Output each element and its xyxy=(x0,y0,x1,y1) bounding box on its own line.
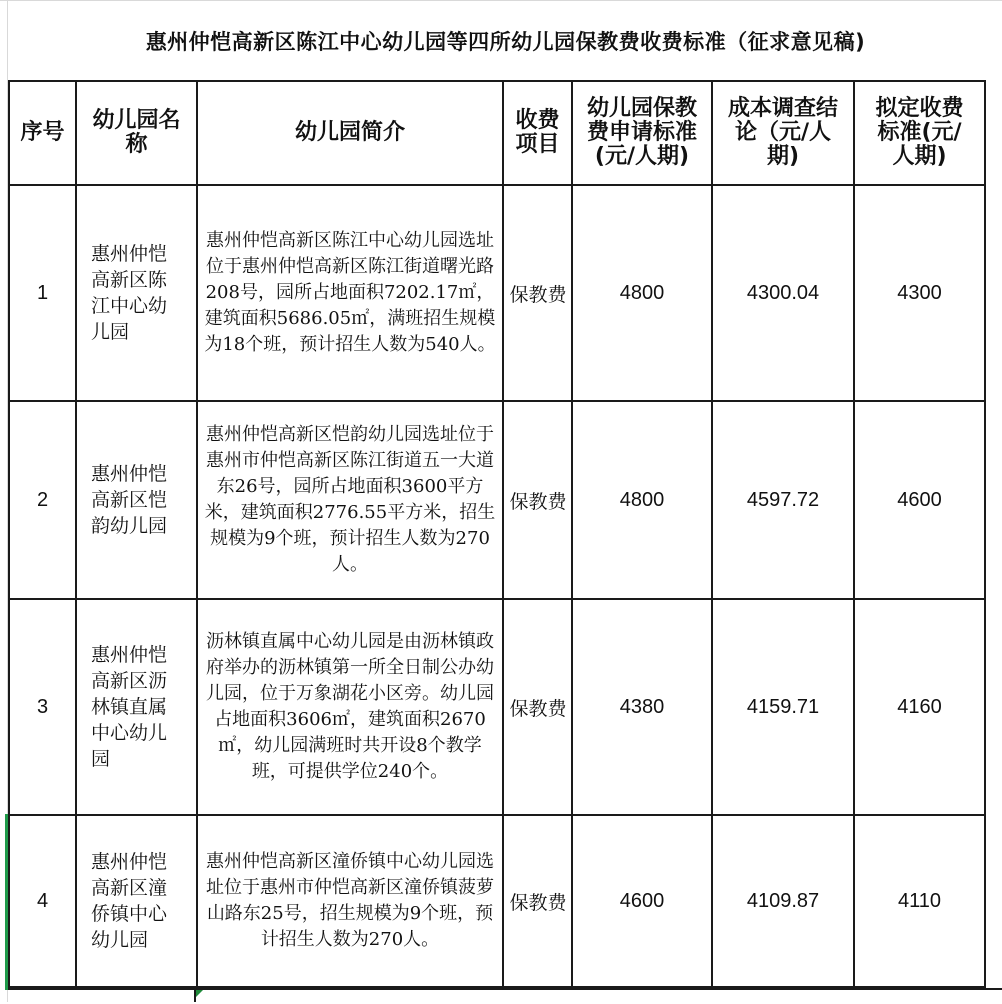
item-cell[interactable]: 保教费 xyxy=(503,401,572,599)
cost-cell[interactable]: 4109.87 xyxy=(712,815,854,987)
header-seq[interactable]: 序号 xyxy=(9,81,76,185)
table-header-row xyxy=(9,81,985,185)
cost-cell[interactable]: 4159.71 xyxy=(712,599,854,815)
proposed-cell[interactable]: 4600 xyxy=(854,401,985,599)
page-title: 惠州仲恺高新区陈江中心幼儿园等四所幼儿园保教费收费标准（征求意见稿) xyxy=(145,30,866,54)
name-cell[interactable]: 惠州仲恺高新区潼侨镇中心幼儿园 xyxy=(76,815,197,987)
seq-cell[interactable]: 3 xyxy=(9,599,76,815)
proposed-cell[interactable]: 4160 xyxy=(854,599,985,815)
table-row xyxy=(9,815,985,987)
header-item[interactable]: 收费项目 xyxy=(503,81,572,185)
apply-cell[interactable]: 4800 xyxy=(572,401,712,599)
item-cell[interactable]: 保教费 xyxy=(503,599,572,815)
apply-cell[interactable]: 4600 xyxy=(572,815,712,987)
comment-marker-icon xyxy=(196,990,203,997)
item-cell[interactable]: 保教费 xyxy=(503,185,572,401)
apply-cell[interactable]: 4380 xyxy=(572,599,712,815)
header-intro[interactable]: 幼儿园简介 xyxy=(197,81,503,185)
cell-selection-indicator xyxy=(5,814,8,990)
table-row xyxy=(9,599,985,815)
cost-cell[interactable]: 4300.04 xyxy=(712,185,854,401)
item-cell[interactable]: 保教费 xyxy=(503,815,572,987)
cost-cell[interactable]: 4597.72 xyxy=(712,401,854,599)
name-cell[interactable]: 惠州仲恺高新区恺韵幼儿园 xyxy=(76,401,197,599)
name-cell[interactable]: 惠州仲恺高新区沥林镇直属中心幼儿园 xyxy=(76,599,197,815)
intro-cell[interactable]: 惠州仲恺高新区陈江中心幼儿园选址位于惠州仲恺高新区陈江街道曙光路208号，园所占地面积7202.17㎡，建筑面积5686.05㎡，满班招生规模为18个班，预计招生人数为540人。 xyxy=(197,185,503,401)
intro-cell[interactable]: 惠州仲恺高新区潼侨镇中心幼儿园选址位于惠州市仲恺高新区潼侨镇菠萝山路东25号，招生规模为9个班，预计招生人数为270人。 xyxy=(197,815,503,987)
header-apply[interactable]: 幼儿园保教费申请标准(元/人期) xyxy=(572,81,712,185)
seq-cell[interactable]: 4 xyxy=(9,815,76,987)
table-row xyxy=(9,185,985,401)
fee-standard-table xyxy=(8,80,986,988)
proposed-cell[interactable]: 4110 xyxy=(854,815,985,987)
name-cell[interactable]: 惠州仲恺高新区陈江中心幼儿园 xyxy=(76,185,197,401)
apply-cell[interactable]: 4800 xyxy=(572,185,712,401)
header-cost[interactable]: 成本调查结论（元/人期) xyxy=(712,81,854,185)
seq-cell[interactable]: 1 xyxy=(9,185,76,401)
header-name[interactable]: 幼儿园名称 xyxy=(76,81,197,185)
table-row xyxy=(9,401,985,599)
seq-cell[interactable]: 2 xyxy=(9,401,76,599)
intro-cell[interactable]: 沥林镇直属中心幼儿园是由沥林镇政府举办的沥林镇第一所全日制公办幼儿园，位于万象湖花小区旁。幼儿园占地面积3606㎡，建筑面积2670㎡，幼儿园满班时共开设8个教学班，可提供学位240个。 xyxy=(197,599,503,815)
intro-cell[interactable]: 惠州仲恺高新区恺韵幼儿园选址位于惠州市仲恺高新区陈江街道五一大道东26号，园所占地面积3600平方米，建筑面积2776.55平方米，招生规模为9个班，预计招生人数为270人。 xyxy=(197,401,503,599)
proposed-cell[interactable]: 4300 xyxy=(854,185,985,401)
header-proposed[interactable]: 拟定收费标准(元/人期) xyxy=(854,81,985,185)
